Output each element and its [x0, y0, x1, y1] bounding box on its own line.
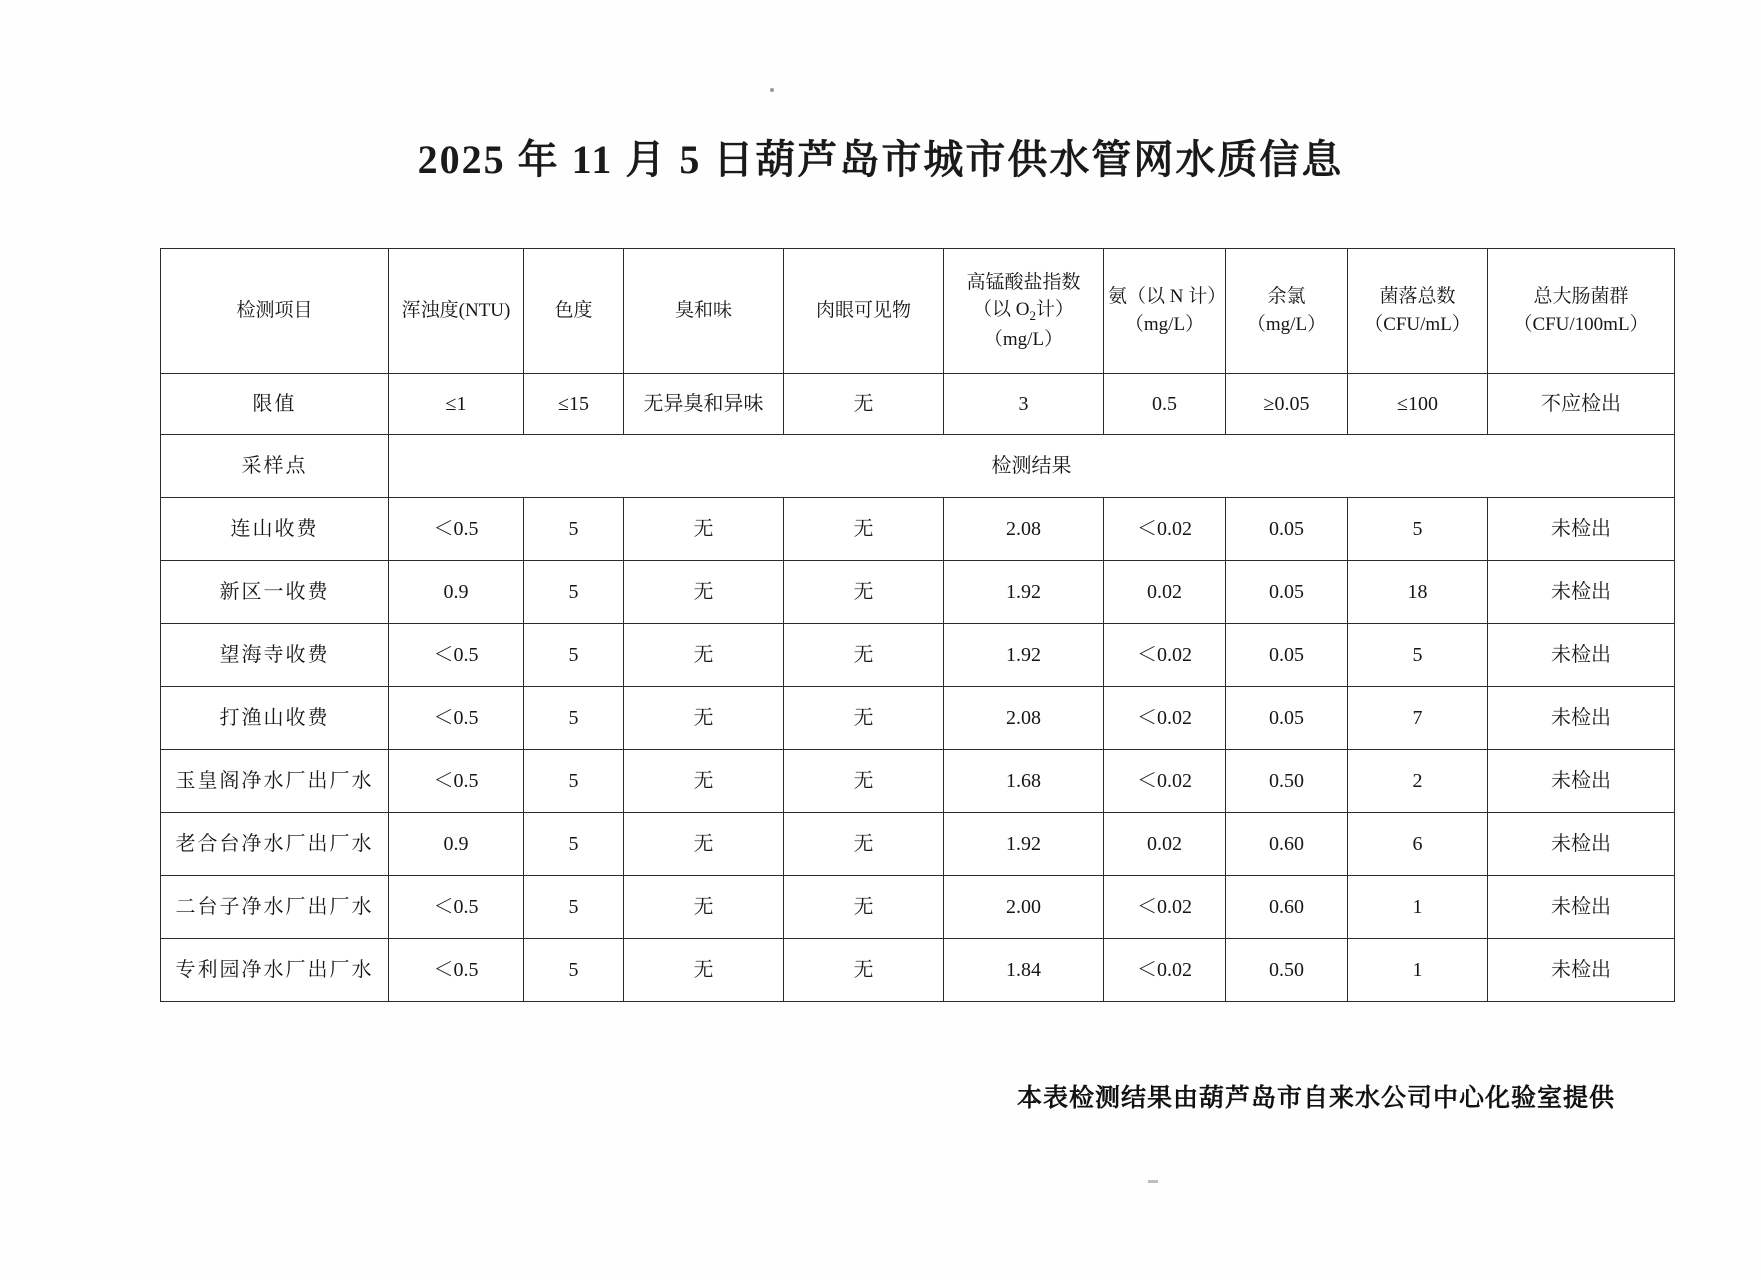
row-chroma: 5 [524, 750, 624, 813]
table-header-row [161, 249, 1675, 374]
row-ammonia: ＜0.02 [1104, 876, 1226, 939]
row-turbidity: ＜0.5 [389, 498, 524, 561]
row-colony-count: 1 [1348, 939, 1488, 1002]
row-turbidity: ＜0.5 [389, 939, 524, 1002]
header-visible-matter: 肉眼可见物 [784, 249, 944, 374]
row-odor: 无 [624, 939, 784, 1002]
row-ammonia: ＜0.02 [1104, 750, 1226, 813]
row-chroma: 5 [524, 939, 624, 1002]
row-visible-matter: 无 [784, 561, 944, 624]
table-row [161, 624, 1675, 687]
header-permanganate-line2 [948, 296, 1099, 326]
header-permanganate [944, 249, 1104, 374]
header-residual-line1: 余氯 [1267, 286, 1306, 308]
header-residual-chlorine [1226, 249, 1348, 374]
row-visible-matter: 无 [784, 876, 944, 939]
row-permanganate: 1.92 [944, 624, 1104, 687]
row-site: 老合台净水厂出厂水 [161, 813, 389, 876]
row-turbidity: ＜0.5 [389, 750, 524, 813]
header-odor: 臭和味 [624, 249, 784, 374]
row-visible-matter: 无 [784, 750, 944, 813]
row-permanganate: 1.92 [944, 561, 1104, 624]
table-row [161, 750, 1675, 813]
table-row [161, 813, 1675, 876]
row-total-coliform: 未检出 [1488, 813, 1675, 876]
row-odor: 无 [624, 876, 784, 939]
limit-total-coliform: 不应检出 [1488, 374, 1675, 435]
row-turbidity: 0.9 [389, 561, 524, 624]
header-permanganate-line2-post: 计） [1035, 299, 1074, 321]
row-odor: 无 [624, 750, 784, 813]
row-total-coliform: 未检出 [1488, 939, 1675, 1002]
limit-permanganate: 3 [944, 374, 1104, 435]
row-total-coliform: 未检出 [1488, 624, 1675, 687]
header-coliform-line2: （CFU/100mL） [1513, 314, 1649, 335]
table-body [161, 374, 1675, 1002]
header-ammonia [1104, 249, 1226, 374]
row-colony-count: 18 [1348, 561, 1488, 624]
header-permanganate-line3: （mg/L） [983, 328, 1064, 350]
header-turbidity: 浑浊度(NTU) [389, 249, 524, 374]
limit-row-label: 限值 [161, 374, 389, 435]
table-row [161, 498, 1675, 561]
footnote: 本表检测结果由葫芦岛市自来水公司中心化验室提供 [1016, 1085, 1615, 1112]
row-chroma: 5 [524, 624, 624, 687]
row-odor: 无 [624, 813, 784, 876]
row-site: 望海寺收费 [161, 624, 389, 687]
row-site: 二台子净水厂出厂水 [161, 876, 389, 939]
row-total-coliform: 未检出 [1488, 687, 1675, 750]
header-ammonia-line1: 氨（以 N 计） [1108, 286, 1227, 308]
row-visible-matter: 无 [784, 624, 944, 687]
page-title: 2025 年 11 月 5 日葫芦岛市城市供水管网水质信息 [417, 137, 1344, 182]
row-residual-chlorine: 0.60 [1226, 876, 1348, 939]
row-residual-chlorine: 0.60 [1226, 813, 1348, 876]
header-total-coliform [1488, 249, 1675, 374]
header-colony-line1: 菌落总数 [1379, 286, 1456, 308]
row-chroma: 5 [524, 561, 624, 624]
row-permanganate: 2.00 [944, 876, 1104, 939]
row-ammonia: ＜0.02 [1104, 624, 1226, 687]
sample-point-header-row [161, 435, 1675, 498]
row-residual-chlorine: 0.05 [1226, 561, 1348, 624]
limit-ammonia: 0.5 [1104, 374, 1226, 435]
row-total-coliform: 未检出 [1488, 750, 1675, 813]
row-colony-count: 6 [1348, 813, 1488, 876]
header-coliform-line1: 总大肠菌群 [1533, 286, 1629, 308]
row-permanganate: 1.92 [944, 813, 1104, 876]
header-permanganate-subscript: 2 [1029, 307, 1036, 323]
row-visible-matter: 无 [784, 498, 944, 561]
row-residual-chlorine: 0.05 [1226, 624, 1348, 687]
limit-row [161, 374, 1675, 435]
row-chroma: 5 [524, 876, 624, 939]
row-visible-matter: 无 [784, 813, 944, 876]
row-chroma: 5 [524, 687, 624, 750]
row-visible-matter: 无 [784, 687, 944, 750]
row-odor: 无 [624, 687, 784, 750]
row-ammonia: 0.02 [1104, 813, 1226, 876]
row-residual-chlorine: 0.05 [1226, 687, 1348, 750]
row-total-coliform: 未检出 [1488, 498, 1675, 561]
row-site: 连山收费 [161, 498, 389, 561]
row-odor: 无 [624, 624, 784, 687]
limit-chroma: ≤15 [524, 374, 624, 435]
row-total-coliform: 未检出 [1488, 561, 1675, 624]
row-total-coliform: 未检出 [1488, 876, 1675, 939]
stray-mark-bottom [1148, 1180, 1158, 1183]
header-item: 检测项目 [161, 249, 389, 374]
limit-visible-matter: 无 [784, 374, 944, 435]
table-row [161, 939, 1675, 1002]
table-row [161, 561, 1675, 624]
sample-point-label: 采样点 [161, 435, 389, 498]
row-chroma: 5 [524, 498, 624, 561]
row-colony-count: 2 [1348, 750, 1488, 813]
test-result-label: 检测结果 [389, 435, 1675, 498]
row-turbidity: ＜0.5 [389, 687, 524, 750]
header-permanganate-line1: 高锰酸盐指数 [966, 271, 1081, 293]
row-permanganate: 1.84 [944, 939, 1104, 1002]
limit-residual-chlorine: ≥0.05 [1226, 374, 1348, 435]
stray-mark-top [770, 88, 774, 92]
row-colony-count: 5 [1348, 624, 1488, 687]
row-turbidity: ＜0.5 [389, 876, 524, 939]
row-turbidity: ＜0.5 [389, 624, 524, 687]
row-permanganate: 2.08 [944, 498, 1104, 561]
row-site: 打渔山收费 [161, 687, 389, 750]
row-colony-count: 1 [1348, 876, 1488, 939]
row-ammonia: ＜0.02 [1104, 687, 1226, 750]
limit-colony-count: ≤100 [1348, 374, 1488, 435]
row-residual-chlorine: 0.50 [1226, 750, 1348, 813]
row-odor: 无 [624, 561, 784, 624]
row-ammonia: 0.02 [1104, 561, 1226, 624]
header-chroma: 色度 [524, 249, 624, 374]
header-colony-line2: （CFU/mL） [1364, 314, 1471, 335]
water-quality-table [160, 248, 1675, 1002]
row-residual-chlorine: 0.05 [1226, 498, 1348, 561]
row-ammonia: ＜0.02 [1104, 498, 1226, 561]
row-turbidity: 0.9 [389, 813, 524, 876]
row-colony-count: 5 [1348, 498, 1488, 561]
limit-turbidity: ≤1 [389, 374, 524, 435]
row-colony-count: 7 [1348, 687, 1488, 750]
table-row [161, 876, 1675, 939]
row-chroma: 5 [524, 813, 624, 876]
header-residual-line2: （mg/L） [1246, 314, 1327, 335]
row-ammonia: ＜0.02 [1104, 939, 1226, 1002]
row-permanganate: 2.08 [944, 687, 1104, 750]
header-colony-count [1348, 249, 1488, 374]
row-permanganate: 1.68 [944, 750, 1104, 813]
row-site: 玉皇阁净水厂出厂水 [161, 750, 389, 813]
row-visible-matter: 无 [784, 939, 944, 1002]
row-site: 专利园净水厂出厂水 [161, 939, 389, 1002]
table-row [161, 687, 1675, 750]
row-residual-chlorine: 0.50 [1226, 939, 1348, 1002]
row-site: 新区一收费 [161, 561, 389, 624]
row-odor: 无 [624, 498, 784, 561]
header-permanganate-line2-pre: （以 O [973, 299, 1030, 321]
limit-odor: 无异臭和异味 [624, 374, 784, 435]
header-ammonia-line2: （mg/L） [1124, 314, 1205, 335]
